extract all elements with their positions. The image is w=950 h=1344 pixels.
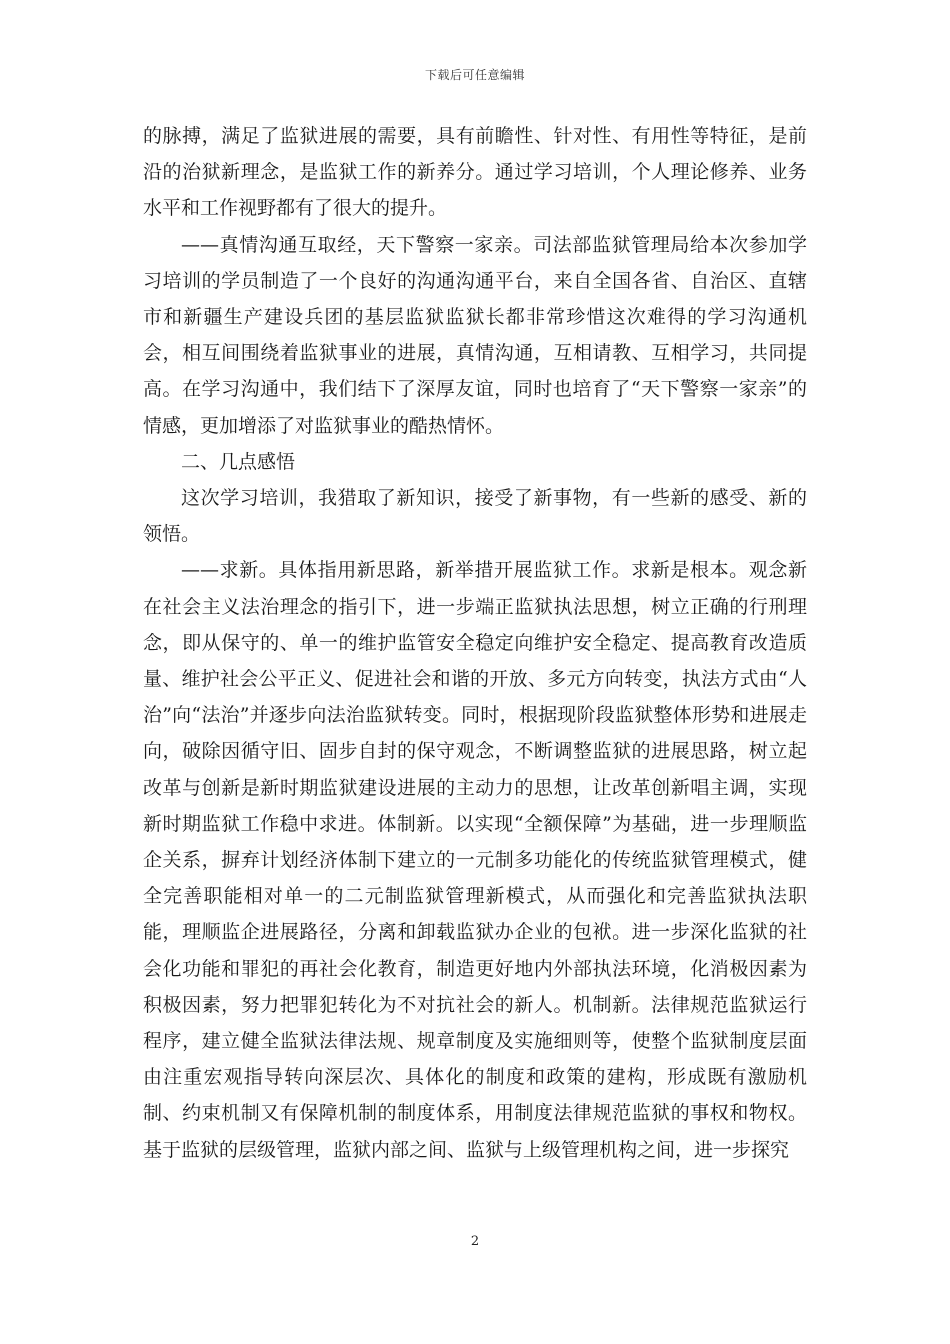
paragraph: ——求新。具体指用新思路，新举措开展监狱工作。求新是根本。观念新在社会主义法治理念的指引下，进一步端正监狱执法思想，树立正确的行刑理念，即从保守的、单一的维护监管安全稳定向维护安全稳定、提高教育改造质量、维护社会公平正义、促进社会和谐的开放、多元方向转变，执法方式由“人治”向“法治”并逐步向法治监狱转变。同时，根据现阶段监狱整体形势和进展走向，破除因循守旧、固步自封的保守观念，不断调整监狱的进展思路，树立起改革与创新是新时期监狱建设进展的主动力的思想，让改革创新唱主调，实现新时期监狱工作稳中求进。体制新。以实现“全额保障”为基础，进一步理顺监企关系，摒弃计划经济体制下建立的一元制多功能化的传统监狱管理模式，健全完善职能相对单一的二元制监狱管理新模式，从而强化和完善监狱执法职能，理顺监企进展路径，分离和卸载监狱办企业的包袱。进一步深化监狱的社会化功能和罪犯的再社会化教育，制造更好地内外部执法环境，化消极因素为积极因素，努力把罪犯转化为不对抗社会的新人。机制新。法律规范监狱运行程序，建立健全监狱法律法规、规章制度及实施细则等，使整个监狱制度层面由注重宏观指导转向深层次、具体化的制度和政策的建构，形成既有激励机制、约束机制又有保障机制的制度体系，用制度法律规范监狱的事权和物权。基于监狱的层级管理，监狱内部之间、监狱与上级管理机构之间，进一步探究 (143, 559, 807, 1161)
paragraph: 这次学习培训，我猎取了新知识，接受了新事物，有一些新的感受、新的领悟。 (143, 487, 807, 546)
page-number: 2 (470, 1234, 480, 1249)
section-heading: 二、几点感悟 (181, 450, 296, 473)
paragraph: 的脉搏，满足了监狱进展的需要，具有前瞻性、针对性、有用性等特征，是前沿的治狱新理念，是监狱工作的新养分。通过学习培训，个人理论修养、业务水平和工作视野都有了很大的提升。 (143, 125, 807, 220)
document-body (143, 118, 807, 1168)
paragraph: ——真情沟通互取经，天下警察一家亲。司法部监狱管理局给本次参加学习培训的学员制造了一个良好的沟通沟通平台，来自全国各省、自治区、直辖市和新疆生产建设兵团的基层监狱监狱长都非常珍惜这次难得的学习沟通机会，相互间围绕着监狱事业的进展，真情沟通，互相请教、互相学习，共同提高。在学习沟通中，我们结下了深厚友谊，同时也培育了“天下警察一家亲”的情感，更加增添了对监狱事业的酷热情怀。 (143, 233, 807, 437)
page-header: 下载后可任意编辑 (424, 68, 525, 82)
